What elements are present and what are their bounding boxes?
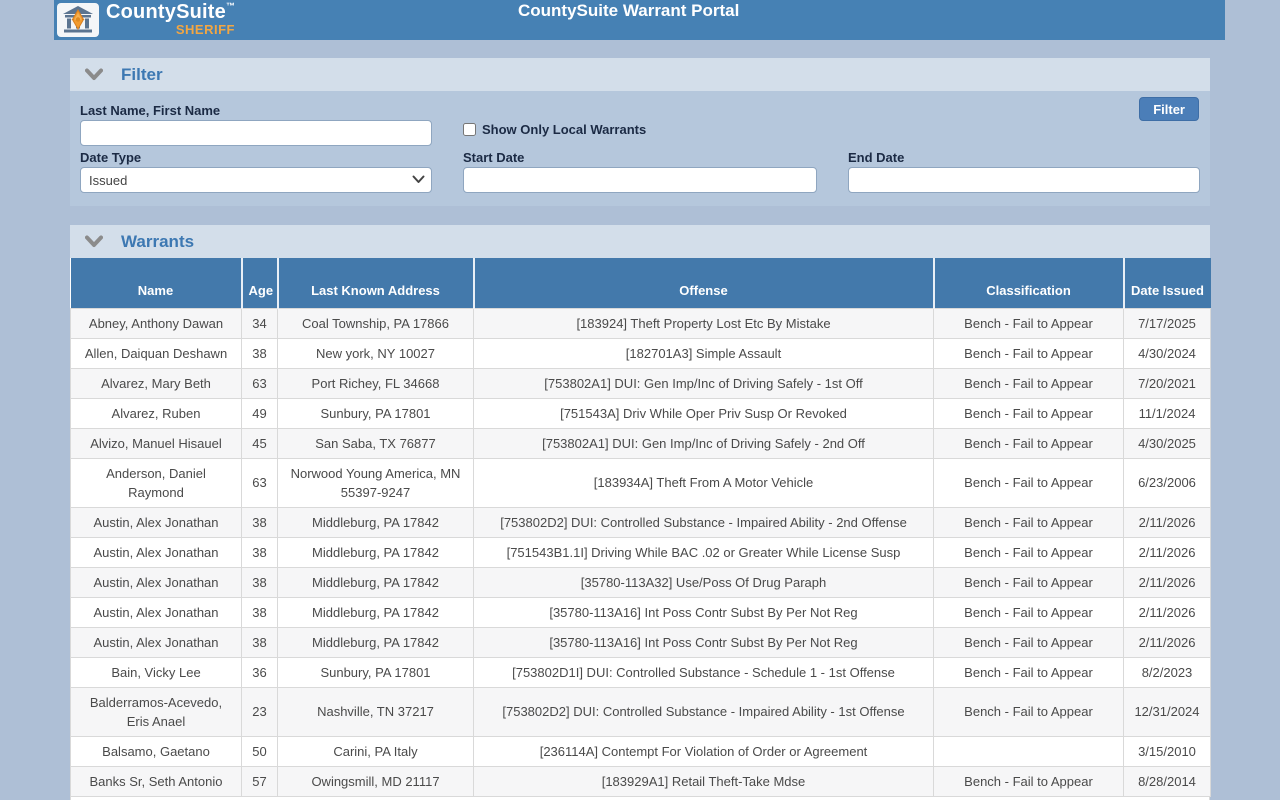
start-date-label: Start Date [463, 150, 525, 165]
cell-date-issued: 2/11/2026 [1124, 537, 1211, 567]
end-date-label: End Date [848, 150, 905, 165]
cell-classification: Bench - Fail to Appear [934, 368, 1124, 398]
cell-age: 50 [242, 736, 278, 766]
cell-offense: [753802D2] DUI: Controlled Substance - Impaired Ability - 1st Offense [474, 687, 934, 736]
name-search-input[interactable] [80, 120, 432, 146]
cell-classification: Bench - Fail to Appear [934, 657, 1124, 687]
cell-offense: [753802A1] DUI: Gen Imp/Inc of Driving Safely - 1st Off [474, 368, 934, 398]
column-header-address[interactable]: Last Known Address [278, 258, 474, 308]
filter-panel-header[interactable] [70, 58, 1210, 91]
table-row[interactable] [71, 567, 1211, 597]
cell-name: Austin, Alex Jonathan [71, 507, 242, 537]
table-row[interactable] [71, 687, 1211, 736]
cell-age: 38 [242, 627, 278, 657]
cell-offense: [236114A] Contempt For Violation of Order or Agreement [474, 736, 934, 766]
cell-date-issued: 2/11/2026 [1124, 507, 1211, 537]
cell-offense: [182701A3] Simple Assault [474, 338, 934, 368]
cell-offense: [35780-113A16] Int Poss Contr Subst By Per Not Reg [474, 597, 934, 627]
cell-date-issued: 7/17/2025 [1124, 308, 1211, 338]
cell-offense: [183924] Theft Property Lost Etc By Mistake [474, 308, 934, 338]
column-header-date-issued[interactable]: Date Issued [1124, 258, 1211, 308]
cell-age: 63 [242, 368, 278, 398]
cell-age: 38 [242, 567, 278, 597]
cell-classification: Bench - Fail to Appear [934, 597, 1124, 627]
cell-address: Middleburg, PA 17842 [278, 567, 474, 597]
cell-offense: [183929A1] Retail Theft-Take Mdse [474, 766, 934, 796]
cell-age: 45 [242, 428, 278, 458]
cell-name: Austin, Alex Jonathan [71, 567, 242, 597]
table-row[interactable] [71, 657, 1211, 687]
cell-date-issued: 3/15/2010 [1124, 736, 1211, 766]
cell-address: Port Richey, FL 34668 [278, 368, 474, 398]
cell-address: Sunbury, PA 17801 [278, 657, 474, 687]
column-header-classification[interactable]: Classification [934, 258, 1124, 308]
logo-title: CountySuite [106, 1, 226, 23]
cell-classification: Bench - Fail to Appear [934, 428, 1124, 458]
sheriff-building-icon [61, 5, 95, 35]
warrants-table-body [71, 308, 1211, 796]
cell-age: 38 [242, 537, 278, 567]
cell-date-issued: 4/30/2024 [1124, 338, 1211, 368]
cell-address: Middleburg, PA 17842 [278, 597, 474, 627]
warrants-table-header [71, 258, 1211, 308]
cell-age: 57 [242, 766, 278, 796]
cell-classification: Bench - Fail to Appear [934, 398, 1124, 428]
warrants-panel [70, 225, 1210, 800]
cell-age: 38 [242, 507, 278, 537]
page-title: CountySuite Warrant Portal [518, 1, 740, 20]
cell-address: Owingsmill, MD 21117 [278, 766, 474, 796]
cell-offense: [751543A] Driv While Oper Priv Susp Or Revoked [474, 398, 934, 428]
filter-button[interactable]: Filter [1139, 97, 1199, 121]
column-header-name[interactable]: Name [71, 258, 242, 308]
cell-age: 49 [242, 398, 278, 428]
cell-address: San Saba, TX 76877 [278, 428, 474, 458]
cell-date-issued: 7/20/2021 [1124, 368, 1211, 398]
table-row[interactable] [71, 537, 1211, 567]
cell-name: Bain, Vicky Lee [71, 657, 242, 687]
table-row[interactable] [71, 308, 1211, 338]
cell-name: Anderson, Daniel Raymond [71, 458, 242, 507]
local-warrants-checkbox[interactable] [463, 123, 476, 136]
cell-age: 23 [242, 687, 278, 736]
cell-classification: Bench - Fail to Appear [934, 507, 1124, 537]
cell-date-issued: 12/31/2024 [1124, 687, 1211, 736]
partial-next-row [70, 797, 1210, 800]
end-date-input[interactable] [848, 167, 1200, 193]
cell-address: Coal Township, PA 17866 [278, 308, 474, 338]
column-header-age[interactable]: Age [242, 258, 278, 308]
cell-name: Austin, Alex Jonathan [71, 537, 242, 567]
cell-classification: Bench - Fail to Appear [934, 687, 1124, 736]
date-type-select[interactable] [80, 167, 432, 193]
collapse-chevron-icon[interactable] [85, 235, 103, 248]
cell-classification: Bench - Fail to Appear [934, 458, 1124, 507]
cell-name: Banks Sr, Seth Antonio [71, 766, 242, 796]
table-row[interactable] [71, 597, 1211, 627]
cell-offense: [753802D2] DUI: Controlled Substance - Impaired Ability - 2nd Offense [474, 507, 934, 537]
countysuite-logo [57, 3, 99, 37]
cell-offense: [183934A] Theft From A Motor Vehicle [474, 458, 934, 507]
cell-date-issued: 11/1/2024 [1124, 398, 1211, 428]
cell-offense: [35780-113A32] Use/Poss Of Drug Paraph [474, 567, 934, 597]
table-row[interactable] [71, 627, 1211, 657]
cell-address: Norwood Young America, MN 55397-9247 [278, 458, 474, 507]
warrants-table [70, 258, 1211, 797]
cell-address: Nashville, TN 37217 [278, 687, 474, 736]
cell-address: Middleburg, PA 17842 [278, 627, 474, 657]
cell-date-issued: 4/30/2025 [1124, 428, 1211, 458]
cell-classification: Bench - Fail to Appear [934, 308, 1124, 338]
cell-name: Balderramos-Acevedo, Eris Anael [71, 687, 242, 736]
filter-section-title: Filter [121, 64, 163, 84]
cell-classification: Bench - Fail to Appear [934, 537, 1124, 567]
cell-date-issued: 6/23/2006 [1124, 458, 1211, 507]
cell-date-issued: 8/2/2023 [1124, 657, 1211, 687]
cell-offense: [751543B1.1I] Driving While BAC .02 or Greater While License Susp [474, 537, 934, 567]
table-row[interactable] [71, 507, 1211, 537]
cell-date-issued: 2/11/2026 [1124, 567, 1211, 597]
date-type-label: Date Type [80, 150, 142, 165]
cell-offense: [35780-113A16] Int Poss Contr Subst By Per Not Reg [474, 627, 934, 657]
warrants-section-title: Warrants [121, 231, 195, 251]
cell-address: New york, NY 10027 [278, 338, 474, 368]
table-row[interactable] [71, 338, 1211, 368]
cell-name: Balsamo, Gaetano [71, 736, 242, 766]
logo-subtitle: SHERIFF [175, 22, 235, 37]
cell-offense: [753802D1I] DUI: Controlled Substance - Schedule 1 - 1st Offense [474, 657, 934, 687]
cell-date-issued: 2/11/2026 [1124, 597, 1211, 627]
local-warrants-checkbox-row[interactable] [463, 122, 646, 137]
cell-name: Abney, Anthony Dawan [71, 308, 242, 338]
cell-classification: Bench - Fail to Appear [934, 627, 1124, 657]
start-date-input[interactable] [463, 167, 817, 193]
cell-name: Austin, Alex Jonathan [71, 597, 242, 627]
cell-address: Middleburg, PA 17842 [278, 537, 474, 567]
cell-name: Alvizo, Manuel Hisauel [71, 428, 242, 458]
table-row[interactable] [71, 458, 1211, 507]
column-header-offense[interactable]: Offense [474, 258, 934, 308]
logo-trademark: ™ [225, 1, 235, 11]
cell-address: Sunbury, PA 17801 [278, 398, 474, 428]
local-warrants-label: Show Only Local Warrants [482, 122, 647, 137]
cell-name: Allen, Daiquan Deshawn [71, 338, 242, 368]
cell-offense: [753802A1] DUI: Gen Imp/Inc of Driving Safely - 2nd Off [474, 428, 934, 458]
cell-classification: Bench - Fail to Appear [934, 338, 1124, 368]
name-search-label: Last Name, First Name [80, 103, 221, 118]
cell-name: Alvarez, Mary Beth [71, 368, 242, 398]
cell-address: Middleburg, PA 17842 [278, 507, 474, 537]
collapse-chevron-icon[interactable] [85, 68, 103, 81]
table-row[interactable] [71, 428, 1211, 458]
cell-name: Alvarez, Ruben [71, 398, 242, 428]
cell-address: Carini, PA Italy [278, 736, 474, 766]
table-row[interactable] [71, 766, 1211, 796]
cell-age: 36 [242, 657, 278, 687]
app-header [54, 0, 1225, 40]
cell-classification [934, 736, 1124, 766]
table-row[interactable] [71, 368, 1211, 398]
cell-age: 38 [242, 338, 278, 368]
cell-age: 34 [242, 308, 278, 338]
cell-classification: Bench - Fail to Appear [934, 766, 1124, 796]
cell-date-issued: 2/11/2026 [1124, 627, 1211, 657]
cell-age: 38 [242, 597, 278, 627]
cell-name: Austin, Alex Jonathan [71, 627, 242, 657]
warrants-panel-header[interactable] [70, 225, 1210, 258]
cell-classification: Bench - Fail to Appear [934, 567, 1124, 597]
logo-wordmark [106, 2, 235, 36]
filter-form [70, 91, 1210, 206]
table-row[interactable] [71, 398, 1211, 428]
cell-age: 63 [242, 458, 278, 507]
table-row[interactable] [71, 736, 1211, 766]
cell-date-issued: 8/28/2014 [1124, 766, 1211, 796]
filter-panel [70, 58, 1210, 206]
